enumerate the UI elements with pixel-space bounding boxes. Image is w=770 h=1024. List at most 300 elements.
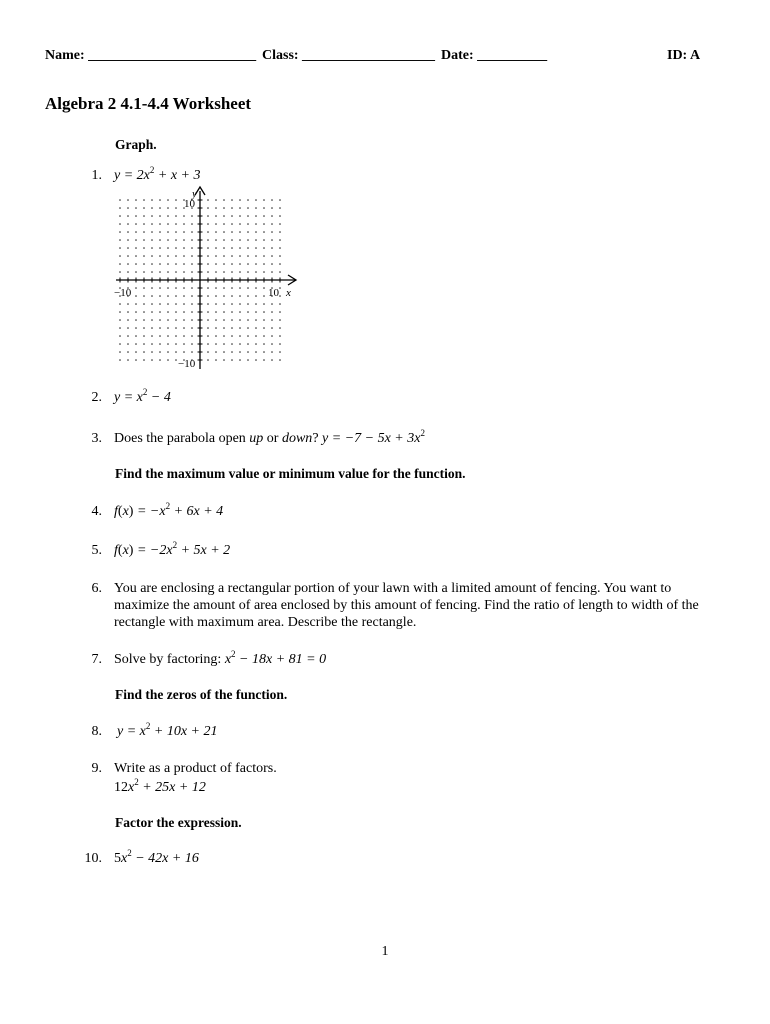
question-number-1: 1. [91, 168, 102, 183]
grid-dot [119, 351, 121, 353]
grid-dot [255, 295, 257, 297]
grid-dot [159, 295, 161, 297]
grid-dot [239, 335, 241, 337]
grid-dot [263, 343, 265, 345]
grid-dot [167, 319, 169, 321]
grid-dot [167, 223, 169, 225]
grid-dot [119, 335, 121, 337]
grid-dot [239, 295, 241, 297]
grid-dot [247, 215, 249, 217]
grid-dot [151, 343, 153, 345]
grid-dot [191, 263, 193, 265]
grid-dot [135, 295, 137, 297]
grid-dot [119, 215, 121, 217]
grid-dot [191, 311, 193, 313]
grid-dot [215, 207, 217, 209]
grid-dot [263, 303, 265, 305]
grid-dot [271, 303, 273, 305]
grid-dot [167, 295, 169, 297]
question-7-text: Solve by factoring: $x^2 - 18x + 81 = 0$ [114, 649, 327, 667]
grid-dot [215, 287, 217, 289]
grid-dot [191, 303, 193, 305]
grid-dot [159, 199, 161, 201]
grid-dot [191, 287, 193, 289]
grid-dot [271, 231, 273, 233]
grid-dot [239, 351, 241, 353]
grid-dot [271, 263, 273, 265]
grid-dot [167, 199, 169, 201]
grid-dot [271, 359, 273, 361]
grid-dot [127, 351, 129, 353]
grid-dot [183, 271, 185, 273]
grid-dot [247, 351, 249, 353]
grid-dot [255, 239, 257, 241]
grid-dot [143, 215, 145, 217]
grid-dot [255, 311, 257, 313]
grid-dot [279, 247, 281, 249]
grid-dot [119, 271, 121, 273]
grid-dot [247, 231, 249, 233]
grid-dot [223, 271, 225, 273]
grid-dot [143, 271, 145, 273]
question-5-equation: $f(x) = -2x^2 + 5x + 2$ [114, 540, 231, 558]
grid-dot [279, 303, 281, 305]
grid-dot [263, 271, 265, 273]
grid-dot [215, 239, 217, 241]
grid-dot [151, 263, 153, 265]
grid-dot [255, 231, 257, 233]
grid-dot [175, 231, 177, 233]
grid-dot [143, 311, 145, 313]
grid-dot [247, 239, 249, 241]
grid-dot [271, 271, 273, 273]
question-number-8: 8. [91, 724, 102, 739]
grid-dot [263, 327, 265, 329]
grid-dot [167, 351, 169, 353]
grid-dot [135, 319, 137, 321]
x-axis-label: x [286, 287, 291, 299]
grid-dot [215, 319, 217, 321]
grid-dot [255, 255, 257, 257]
grid-dot [231, 271, 233, 273]
x-right-label: 10 [268, 287, 279, 299]
grid-dot [183, 223, 185, 225]
grid-dot [167, 255, 169, 257]
grid-dot [175, 239, 177, 241]
grid-dot [207, 335, 209, 337]
grid-dot [159, 335, 161, 337]
grid-dot [255, 287, 257, 289]
question-9-equation: $12x^2 + 25x + 12$ [114, 777, 206, 795]
grid-dot [271, 247, 273, 249]
class-field-label: Class: ___________________ [262, 48, 436, 63]
grid-dot [143, 223, 145, 225]
grid-dot [215, 351, 217, 353]
grid-dot [119, 311, 121, 313]
grid-dot [207, 311, 209, 313]
grid-dot [127, 303, 129, 305]
grid-dot [223, 231, 225, 233]
grid-dot [159, 359, 161, 361]
grid-dot [263, 239, 265, 241]
grid-dot [143, 255, 145, 257]
grid-dot [127, 239, 129, 241]
grid-dot [175, 223, 177, 225]
grid-dot [143, 359, 145, 361]
grid-dot [183, 295, 185, 297]
grid-dot [175, 207, 177, 209]
grid-dot [151, 215, 153, 217]
grid-dot [135, 239, 137, 241]
grid-dot [279, 359, 281, 361]
grid-dot [183, 327, 185, 329]
grid-dot [247, 271, 249, 273]
grid-dot [247, 343, 249, 345]
grid-dot [231, 255, 233, 257]
grid-dot [119, 359, 121, 361]
grid-dot [151, 207, 153, 209]
grid-dot [207, 271, 209, 273]
grid-dot [207, 319, 209, 321]
grid-dot [159, 343, 161, 345]
grid-dot [127, 335, 129, 337]
grid-dot [151, 199, 153, 201]
grid-dot [151, 295, 153, 297]
grid-dot [247, 311, 249, 313]
grid-dot [175, 335, 177, 337]
grid-dot [231, 295, 233, 297]
grid-dot [191, 295, 193, 297]
grid-dot [215, 255, 217, 257]
grid-dot [239, 343, 241, 345]
grid-dot [231, 231, 233, 233]
question-4-equation: $f(x) = -x^2 + 6x + 4$ [114, 501, 224, 519]
grid-dot [279, 207, 281, 209]
grid-dot [239, 311, 241, 313]
question-8-equation: $y = x^2 + 10x + 21$ [117, 721, 218, 739]
grid-dot [263, 223, 265, 225]
grid-dot [175, 303, 177, 305]
grid-dot [215, 359, 217, 361]
grid-dot [231, 351, 233, 353]
grid-dot [135, 343, 137, 345]
grid-dot [247, 359, 249, 361]
grid-dot [231, 207, 233, 209]
grid-dot [159, 303, 161, 305]
grid-dot [247, 303, 249, 305]
grid-dot [263, 255, 265, 257]
grid-dot [279, 287, 281, 289]
grid-dot [191, 351, 193, 353]
question-number-3: 3. [91, 431, 102, 446]
grid-dot [207, 223, 209, 225]
grid-dot [143, 247, 145, 249]
grid-dot [279, 271, 281, 273]
grid-dot [247, 207, 249, 209]
grid-dot [223, 319, 225, 321]
grid-dot [143, 199, 145, 201]
grid-dot [135, 327, 137, 329]
grid-dot [223, 239, 225, 241]
grid-dot [119, 255, 121, 257]
grid-dot [183, 287, 185, 289]
grid-dot [159, 263, 161, 265]
grid-dot [191, 239, 193, 241]
grid-dot [143, 263, 145, 265]
grid-dot [143, 287, 145, 289]
grid-dot [223, 287, 225, 289]
grid-dot [159, 207, 161, 209]
grid-dot [215, 311, 217, 313]
grid-dot [151, 303, 153, 305]
grid-dot [239, 239, 241, 241]
grid-dot [239, 319, 241, 321]
grid-dot [215, 303, 217, 305]
grid-dot [167, 303, 169, 305]
grid-dot [239, 215, 241, 217]
section-factor-heading: Factor the expression. [115, 815, 242, 830]
grid-dot [119, 207, 121, 209]
grid-dot [183, 239, 185, 241]
grid-dot [183, 263, 185, 265]
grid-dot [231, 239, 233, 241]
grid-dot [159, 215, 161, 217]
grid-dot [159, 239, 161, 241]
grid-dot [223, 335, 225, 337]
grid-dot [263, 351, 265, 353]
grid-dot [183, 215, 185, 217]
grid-dot [239, 359, 241, 361]
grid-dot [239, 231, 241, 233]
grid-dot [159, 255, 161, 257]
grid-dot [279, 343, 281, 345]
grid-dot [127, 231, 129, 233]
grid-dot [263, 359, 265, 361]
grid-dot [255, 215, 257, 217]
grid-dot [255, 263, 257, 265]
grid-dot [119, 247, 121, 249]
grid-dot [223, 343, 225, 345]
grid-dot [271, 239, 273, 241]
grid-dot [271, 223, 273, 225]
grid-dot [255, 207, 257, 209]
grid-dot [127, 327, 129, 329]
grid-dot [271, 199, 273, 201]
grid-dot [231, 359, 233, 361]
grid-dot [143, 327, 145, 329]
grid-dot [263, 319, 265, 321]
grid-dot [167, 343, 169, 345]
grid-dot [231, 327, 233, 329]
grid-dot [127, 343, 129, 345]
question-number-9: 9. [91, 761, 102, 776]
grid-dot [255, 271, 257, 273]
grid-dot [207, 287, 209, 289]
grid-dot [247, 255, 249, 257]
grid-dot [207, 207, 209, 209]
grid-dot [207, 351, 209, 353]
grid-dot [247, 335, 249, 337]
grid-dot [263, 207, 265, 209]
grid-dot [135, 247, 137, 249]
grid-dot [223, 255, 225, 257]
grid-dot [271, 311, 273, 313]
grid-dot [239, 287, 241, 289]
grid-dot [159, 351, 161, 353]
question-number-7: 7. [91, 652, 102, 667]
grid-dot [239, 207, 241, 209]
grid-dot [119, 263, 121, 265]
grid-dot [135, 231, 137, 233]
grid-dot [151, 327, 153, 329]
grid-dot [127, 247, 129, 249]
grid-dot [127, 263, 129, 265]
grid-dot [119, 199, 121, 201]
grid-dot [207, 303, 209, 305]
question-number-6: 6. [91, 581, 102, 596]
grid-dot [223, 263, 225, 265]
grid-dot [215, 263, 217, 265]
grid-dot [247, 319, 249, 321]
coordinate-grid[interactable] [110, 183, 300, 371]
grid-dot [151, 231, 153, 233]
grid-dot [239, 223, 241, 225]
grid-dot [215, 215, 217, 217]
grid-dot [207, 239, 209, 241]
grid-dot [183, 319, 185, 321]
question-number-2: 2. [91, 390, 102, 405]
grid-dot [135, 335, 137, 337]
grid-dot [279, 215, 281, 217]
grid-dot [223, 207, 225, 209]
grid-dot [239, 271, 241, 273]
grid-dot [215, 335, 217, 337]
grid-dot [223, 359, 225, 361]
grid-dot [143, 239, 145, 241]
grid-dot [215, 295, 217, 297]
grid-dot [231, 247, 233, 249]
grid-dot [255, 223, 257, 225]
question-3-text: Does the parabola open up or down? $y = -7 - 5x + 3x^2$ [114, 428, 425, 446]
grid-dot [143, 351, 145, 353]
grid-dot [167, 247, 169, 249]
grid-dot [175, 271, 177, 273]
grid-dot [247, 223, 249, 225]
section-maxmin-heading: Find the maximum value or minimum value for the function. [115, 466, 466, 481]
grid-dot [175, 343, 177, 345]
section-graph-heading: Graph. [115, 137, 157, 152]
grid-dot [183, 247, 185, 249]
grid-dot [135, 271, 137, 273]
grid-dot [207, 199, 209, 201]
grid-dot [183, 303, 185, 305]
grid-dot [159, 311, 161, 313]
grid-dot [151, 351, 153, 353]
grid-dot [279, 231, 281, 233]
grid-dot [223, 223, 225, 225]
grid-dot [191, 215, 193, 217]
grid-dot [191, 271, 193, 273]
grid-dot [215, 247, 217, 249]
grid-dot [151, 311, 153, 313]
question-number-10: 10. [84, 851, 102, 866]
grid-dot [207, 231, 209, 233]
grid-dot [279, 335, 281, 337]
grid-dot [167, 271, 169, 273]
grid-dot [135, 287, 137, 289]
grid-dot [167, 287, 169, 289]
grid-dot [135, 255, 137, 257]
grid-dot [207, 247, 209, 249]
grid-dot [175, 295, 177, 297]
grid-dot [167, 207, 169, 209]
grid-dot [175, 247, 177, 249]
grid-dot [215, 231, 217, 233]
grid-dot [223, 351, 225, 353]
grid-dot [207, 263, 209, 265]
grid-dot [143, 335, 145, 337]
grid-dot [255, 199, 257, 201]
grid-dot [239, 263, 241, 265]
y-bottom-label: −10 [178, 358, 196, 370]
grid-dot [263, 263, 265, 265]
grid-dot [191, 231, 193, 233]
grid-dot [175, 327, 177, 329]
grid-dot [167, 263, 169, 265]
grid-dot [143, 319, 145, 321]
grid-dot [255, 343, 257, 345]
grid-dot [167, 215, 169, 217]
grid-dot [247, 263, 249, 265]
grid-dot [223, 199, 225, 201]
grid-dot [223, 327, 225, 329]
grid-dot [231, 319, 233, 321]
grid-dot [135, 207, 137, 209]
name-field-label: Name: ________________________ [45, 48, 257, 63]
y-axis-label: y [192, 188, 197, 200]
grid-dot [167, 327, 169, 329]
grid-dot [279, 295, 281, 297]
grid-dot [159, 327, 161, 329]
grid-dot [159, 231, 161, 233]
grid-dot [151, 239, 153, 241]
grid-dot [159, 287, 161, 289]
grid-dot [279, 223, 281, 225]
grid-dot [143, 295, 145, 297]
grid-dot [159, 319, 161, 321]
grid-dot [159, 223, 161, 225]
question-1-equation: $y = 2x^2 + x + 3$ [114, 165, 201, 183]
page-number: 1 [381, 944, 389, 959]
grid-dot [279, 199, 281, 201]
grid-dot [183, 335, 185, 337]
id-label: ID: A [667, 48, 701, 63]
grid-dot [135, 351, 137, 353]
grid-dot [175, 215, 177, 217]
grid-dot [263, 335, 265, 337]
grid-dot [231, 223, 233, 225]
grid-dot [263, 295, 265, 297]
section-zeros-heading: Find the zeros of the function. [115, 687, 288, 702]
grid-dot [159, 271, 161, 273]
grid-dot [215, 199, 217, 201]
grid-dot [151, 271, 153, 273]
grid-dot [183, 231, 185, 233]
grid-dot [119, 327, 121, 329]
grid-dot [223, 311, 225, 313]
grid-dot [263, 247, 265, 249]
grid-dot [215, 271, 217, 273]
